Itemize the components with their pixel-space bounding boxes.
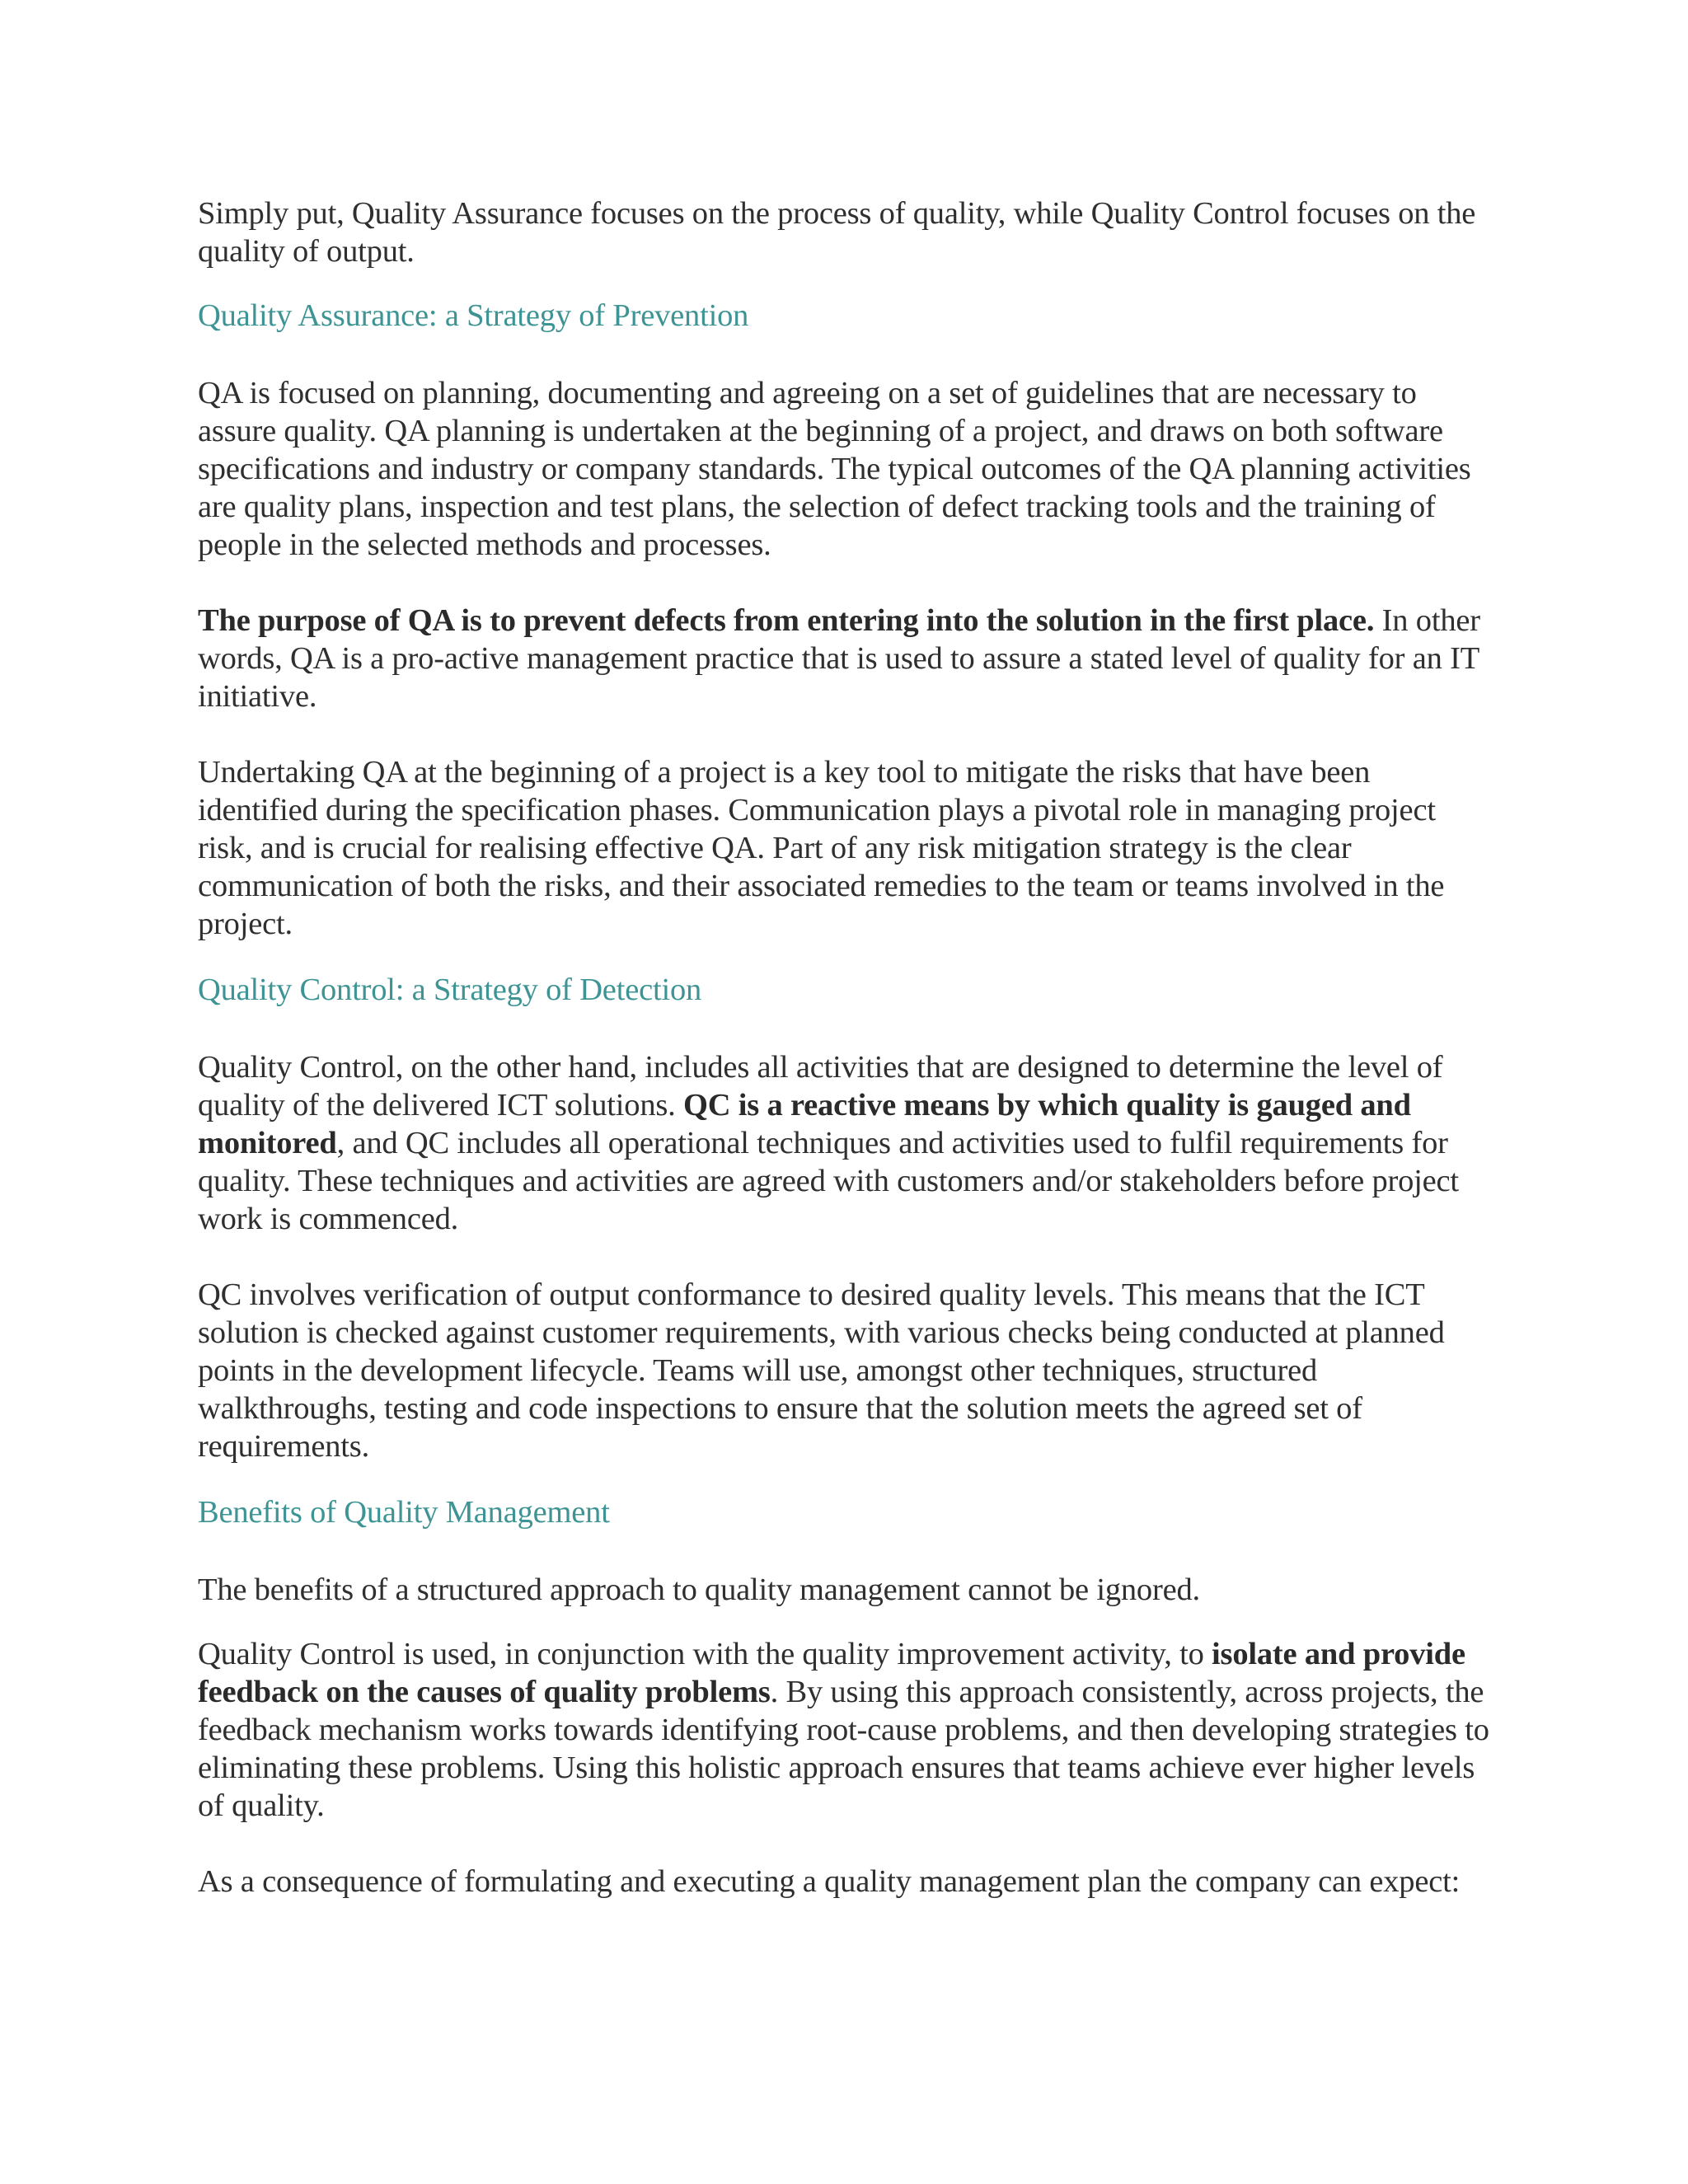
qa-paragraph-2 (198, 602, 1492, 715)
heading-quality-control: Quality Control: a Strategy of Detection (198, 972, 702, 1007)
heading-benefits: Benefits of Quality Management (198, 1495, 610, 1530)
benefits-paragraph-2-rest: . By using this approach consistently, across projects, the feedback mechanism works towards identifying root-cause problems, and then developing strategies to eliminating these problems. Using this holistic approach ensures that teams achieve ever higher levels of quality. (198, 1675, 1489, 1823)
qc-reactive-bold: QC is a reactive means by which quality is gauged and monitored (198, 1088, 1411, 1160)
benefits-paragraph-2-start: Quality Control is used, in conjunction with the quality improvement activity, to (198, 1637, 1212, 1671)
intro-paragraph: Simply put, Quality Assurance focuses on the process of quality, while Quality Control focuses on the quality of output. (198, 196, 1476, 269)
qa-purpose-bold: The purpose of QA is to prevent defects from entering into the solution in the first place. (198, 603, 1375, 638)
benefits-paragraph-3: As a consequence of formulating and executing a quality management plan the company can expect: (198, 1864, 1461, 1899)
qa-paragraph-1: QA is focused on planning, documenting and agreeing on a set of guidelines that are necessary to assure quality. QA planning is undertaken at the beginning of a project, and draws on both software specifications and industry or company standards. The typical outcomes of the QA planning activities are quality plans, inspection and test plans, the selection of defect tracking tools and the training of people in the selected methods and processes. (198, 376, 1471, 562)
qc-paragraph-1-start: Quality Control, on the other hand, includes all activities that are designed to determine the level of quality of the delivered ICT solutions. (198, 1050, 1443, 1122)
benefits-isolate-bold: isolate and provide feedback on the causes of quality problems (198, 1637, 1465, 1709)
qc-paragraph-1 (198, 1048, 1492, 1238)
qc-paragraph-1-rest: , and QC includes all operational techniques and activities used to fulfil requirements for quality. These techniques and activities are agreed with customers and/or stakeholders before project work is commenced. (198, 1126, 1459, 1236)
document-body (198, 194, 1492, 1900)
qa-paragraph-3: Undertaking QA at the beginning of a project is a key tool to mitigate the risks that have been identified during the specification phases. Communication plays a pivotal role in managing project risk, and is crucial for realising effective QA. Part of any risk mitigation strategy is the clear communication of both the risks, and their associated remedies to the team or teams involved in the project. (198, 755, 1445, 941)
qc-paragraph-2: QC involves verification of output conformance to desired quality levels. This means that the ICT solution is checked against customer requirements, with various checks being conducted at planned points in the development lifecycle. Teams will use, amongst other techniques, structured walkthroughs, testing and code inspections to ensure that the solution meets the agreed set of requirements. (198, 1277, 1445, 1464)
qa-paragraph-2-rest: In other words, QA is a pro-active management practice that is used to assure a stated level of quality for an IT initiative. (198, 603, 1480, 714)
heading-quality-assurance: Quality Assurance: a Strategy of Prevention (198, 298, 749, 333)
benefits-paragraph-1: The benefits of a structured approach to quality management cannot be ignored. (198, 1572, 1200, 1607)
benefits-paragraph-2 (198, 1635, 1492, 1825)
